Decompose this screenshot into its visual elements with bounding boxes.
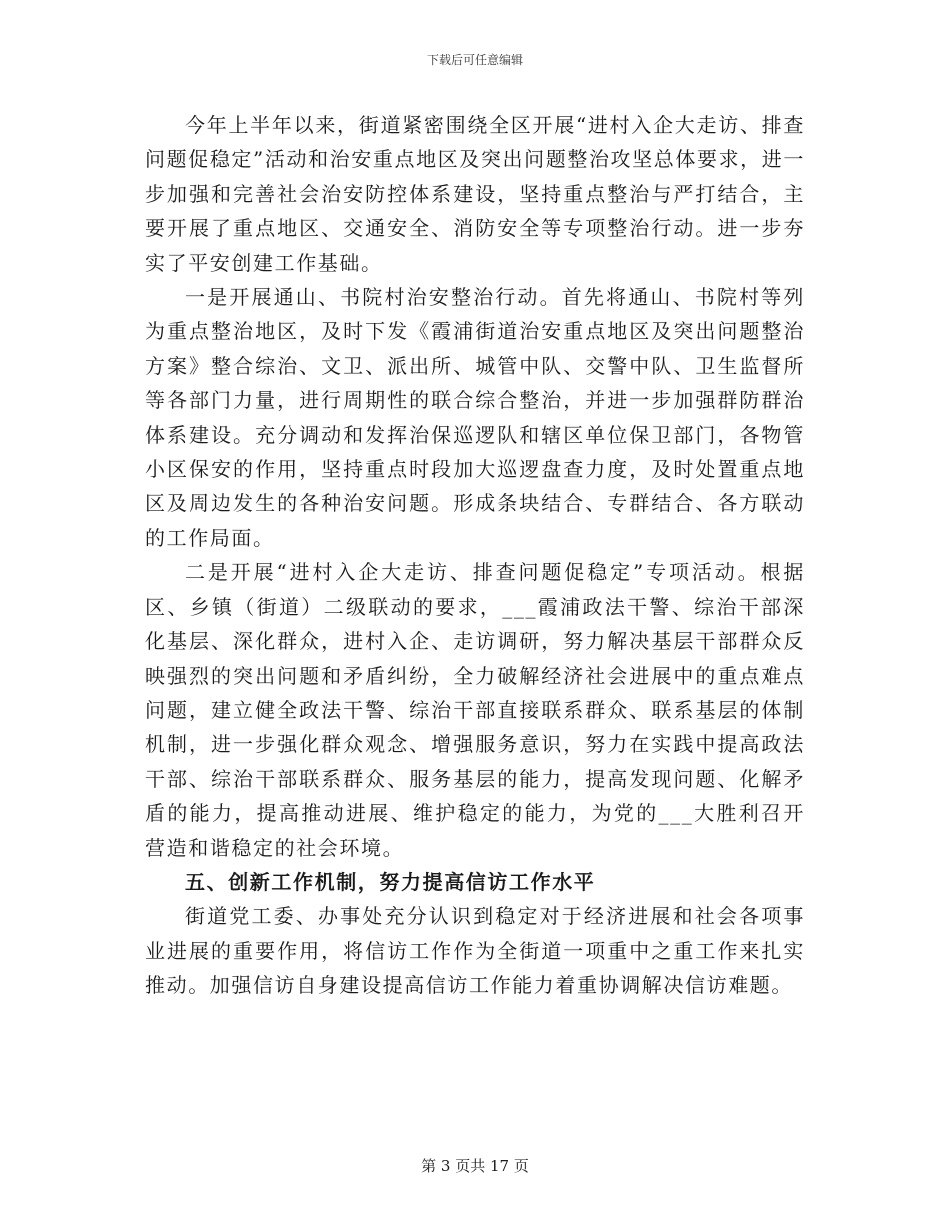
page-header-note: 下载后可任意编辑 [426,53,523,67]
paragraph-item-one: 一是开展通山、书院村治安整治行动。首先将通山、书院村等列为重点整治地区，及时下发《霞浦街道治安重点地区及突出问题整治方案》整合综治、文卫、派出所、城管中队、交警中队、卫生监督所等各部门力量，进行周期性的联合综合整治，并进一步加强群防群治体系建设。充分调动和发挥治保巡逻队和辖区单位保卫部门，各物管小区保安的作用，坚持重点时段加大巡逻盘查力度，及时处置重点地区及周边发生的各种治安问题。形成条块结合、专群结合、各方联动的工作局面。 [145,285,805,550]
section-paragraph: 街道党工委、办事处充分认识到稳定对于经济进展和社会各项事业进展的重要作用，将信访工作作为全街道一项重中之重工作来扎实推动。加强信访自身建设提高信访工作能力着重协调解决信访难题。 [145,904,805,998]
section-heading: 五、创新工作机制，努力提高信访工作水平 [185,869,596,894]
paragraph-item-two: 二是开展“进村入企大走访、排查问题促稳定”专项活动。根据区、乡镇（街道）二级联动的要求，___霞浦政法干警、综治干部深化基层、深化群众，进村入企、走访调研，努力解决基层干部群众反映强烈的突出问题和矛盾纠纷，全力破解经济社会进展中的重点难点问题，建立健全政法干警、综治干部直接联系群众、联系基层的体制机制，进一步强化群众观念、增强服务意识，努力在实践中提高政法干部、综治干部联系群众、服务基层的能力，提高发现问题、化解矛盾的能力，提高推动进展、维护稳定的能力，为党的___大胜利召开营造和谐稳定的社会环境。 [145,560,805,860]
paragraph-overview: 今年上半年以来，街道紧密围绕全区开展“进村入企大走访、排查问题促稳定”活动和治安重点地区及突出问题整治攻坚总体要求，进一步加强和完善社会治安防控体系建设，坚持重点整治与严打结合，主要开展了重点地区、交通安全、消防安全等专项整治行动。进一步夯实了平安创建工作基础。 [145,113,805,275]
document-body [145,108,805,1003]
page-number: 第 3 页共 17 页 [421,1157,529,1175]
